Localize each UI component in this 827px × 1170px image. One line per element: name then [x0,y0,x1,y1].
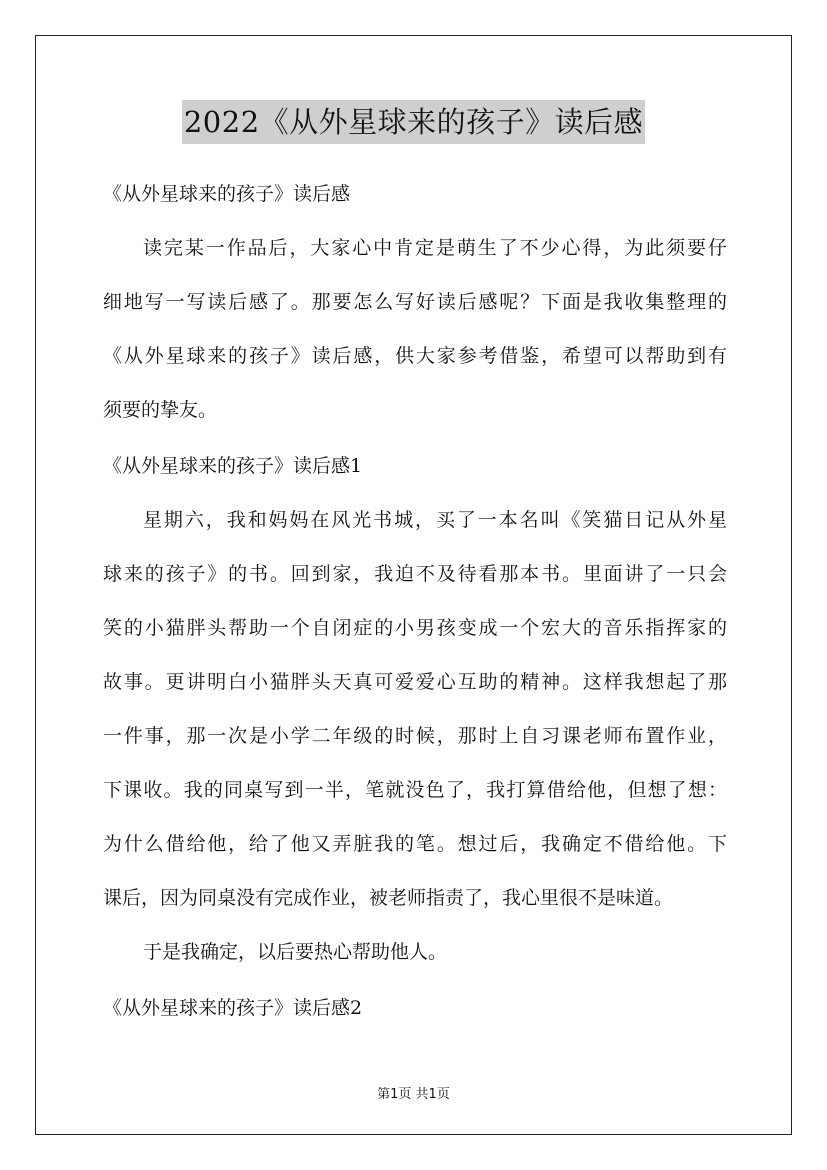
document-title: 2022《从外星球来的孩子》读后感 [182,100,645,144]
paragraph-line: 为什么借给他，给了他又弄脏我的笔。想过后，我确定不借给他。下 [103,833,727,855]
paragraph-line: 笑的小猫胖头帮助一个自闭症的小男孩变成一个宏大的音乐指挥家的 [103,617,727,639]
paragraph-line: 读完某一作品后，大家心中肯定是萌生了不少心得，为此须要仔 [143,237,727,259]
paragraph-line: 故事。更讲明白小猫胖头天真可爱爱心互助的精神。这样我想起了那 [103,671,727,693]
title-wrap [0,100,827,144]
paragraph-line: 须要的挚友。 [103,399,218,421]
paragraph-line: 球来的孩子》的书。回到家，我迫不及待看那本书。里面讲了一只会 [103,563,727,585]
paragraph-line: 下课收。我的同桌写到一半，笔就没色了，我打算借给他，但想了想： [103,779,727,801]
paragraph-line: 《从外星球来的孩子》读后感，供大家参考借鉴，希望可以帮助到有 [103,345,727,367]
section-heading: 《从外星球来的孩子》读后感1 [103,455,363,477]
page-footer: 第1页 共1页 [377,1087,450,1102]
paragraph-line: 一件事，那一次是小学二年级的时候，那时上自习课老师布置作业， [103,725,727,747]
subtitle-line: 《从外星球来的孩子》读后感 [103,183,351,205]
paragraph-line: 星期六，我和妈妈在风光书城，买了一本名叫《笑猫日记从外星 [143,509,727,531]
section-heading: 《从外星球来的孩子》读后感2 [103,997,363,1019]
paragraph-line: 于是我确定，以后要热心帮助他人。 [143,941,448,963]
paragraph-line: 课后，因为同桌没有完成作业，被老师指责了，我心里很不是味道。 [103,887,674,909]
paragraph-line: 细地写一写读后感了。那要怎么写好读后感呢？下面是我收集整理的 [103,291,727,313]
